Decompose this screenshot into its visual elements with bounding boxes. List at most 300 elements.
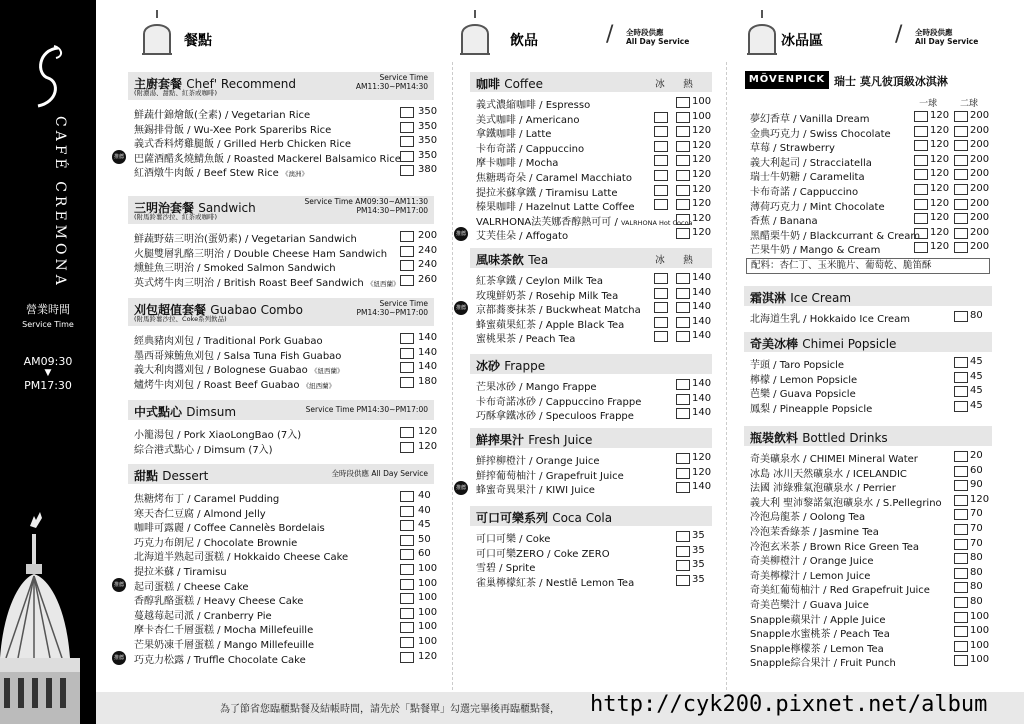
order-checkbox[interactable] bbox=[914, 111, 928, 122]
item-name bbox=[750, 154, 872, 169]
order-checkbox[interactable] bbox=[676, 199, 690, 210]
item-name-text: 黑醋栗牛奶 / Blackcurrant & Cream bbox=[750, 230, 921, 242]
order-checkbox[interactable] bbox=[400, 362, 414, 373]
order-checkbox[interactable] bbox=[954, 568, 968, 579]
menu-item bbox=[470, 559, 712, 574]
menu-item bbox=[744, 567, 992, 582]
order-checkbox[interactable] bbox=[400, 151, 414, 162]
item-name-text: 焦糖瑪奇朵 / Caramel Macchiato bbox=[476, 173, 632, 184]
item-price: 260 bbox=[418, 273, 438, 285]
order-checkbox[interactable] bbox=[914, 140, 928, 151]
section-title-zh: 奇美冰棒 bbox=[750, 337, 799, 351]
menu-item bbox=[744, 538, 992, 553]
order-checkbox[interactable] bbox=[954, 612, 968, 623]
item-name bbox=[750, 596, 869, 611]
order-checkbox[interactable] bbox=[400, 491, 414, 502]
item-price: 120 bbox=[418, 650, 438, 662]
item-name-text: Snapple綜合果汁 / Fruit Punch bbox=[750, 658, 896, 670]
menu-item bbox=[470, 378, 712, 393]
order-checkbox[interactable] bbox=[400, 348, 414, 359]
menu-item bbox=[744, 385, 992, 400]
item-name bbox=[750, 538, 919, 553]
order-checkbox[interactable] bbox=[400, 442, 414, 453]
item-price: 120 bbox=[692, 227, 712, 239]
menu-item bbox=[744, 552, 992, 567]
item-name-text: 提拉米蘇 / Tiramisu bbox=[134, 567, 227, 578]
order-checkbox[interactable] bbox=[954, 169, 968, 180]
one-scoop-head: 一球 bbox=[919, 99, 938, 109]
section-title-en: Tea bbox=[528, 253, 549, 267]
section-header bbox=[744, 286, 992, 306]
menu-item bbox=[744, 450, 992, 465]
item-price: 120 bbox=[692, 154, 712, 166]
item-price: 100 bbox=[418, 563, 438, 574]
order-checkbox[interactable] bbox=[400, 275, 414, 286]
item-name bbox=[134, 505, 266, 520]
order-checkbox[interactable] bbox=[676, 394, 690, 405]
order-checkbox[interactable] bbox=[676, 531, 690, 542]
menu-item bbox=[128, 490, 434, 505]
item-name-text: 燻鮭魚三明治 / Smoked Salmon Sandwich bbox=[134, 263, 336, 275]
scoop-column-heads bbox=[909, 96, 988, 109]
item-price: 100 bbox=[970, 625, 990, 637]
item-name-text: 芋頭 / Taro Popsicle bbox=[750, 360, 845, 371]
item-price: 70 bbox=[970, 537, 983, 549]
menu-item bbox=[113, 577, 438, 593]
order-checkbox[interactable] bbox=[676, 560, 690, 571]
order-checkbox[interactable] bbox=[400, 260, 414, 271]
hours-title: 營業時間 bbox=[26, 303, 70, 316]
order-checkbox[interactable] bbox=[954, 597, 968, 608]
order-checkbox[interactable] bbox=[914, 242, 928, 253]
order-checkbox[interactable] bbox=[954, 641, 968, 652]
order-checkbox[interactable] bbox=[954, 357, 968, 368]
order-checkbox[interactable] bbox=[676, 126, 690, 137]
item-price: 45 bbox=[970, 399, 983, 411]
item-name-text: 鮮蔬野菇三明治(蛋奶素) / Vegetarian Sandwich bbox=[134, 234, 357, 245]
order-checkbox[interactable] bbox=[400, 246, 414, 257]
menu-item bbox=[128, 135, 438, 151]
menu-item bbox=[128, 230, 438, 245]
item-price: 120 bbox=[692, 169, 712, 180]
order-checkbox[interactable] bbox=[676, 155, 690, 166]
item-name-text: Snapple蘋果汁 / Apple Juice bbox=[750, 614, 886, 626]
brand-swirl-logo bbox=[28, 44, 68, 110]
menu-item bbox=[128, 332, 438, 347]
item-name bbox=[134, 347, 341, 362]
footer-text: 為了節省您臨櫃點餐及結帳時間，請先於「點餐單」勾選完畢後再臨櫃點餐， bbox=[220, 704, 560, 715]
section-title bbox=[476, 75, 543, 92]
item-name bbox=[134, 164, 308, 179]
order-checkbox[interactable] bbox=[400, 652, 414, 663]
service-time bbox=[357, 300, 429, 317]
item-name bbox=[750, 198, 885, 213]
item-name-text: 蜜桃果茶 / Peach Tea bbox=[476, 334, 576, 346]
item-name bbox=[134, 332, 323, 347]
item-price: 35 bbox=[692, 573, 705, 585]
menu-item bbox=[470, 530, 712, 545]
ice-column-head: 冰 bbox=[655, 255, 665, 266]
order-checkbox[interactable] bbox=[954, 311, 968, 322]
item-name-text: 義大利 聖沛黎諾氣泡礦泉水 / S.Pellegrino bbox=[750, 497, 942, 509]
item-name bbox=[476, 198, 635, 213]
item-name-text: 法國 沛綠雅氣泡礦泉水 / Perrier bbox=[750, 483, 896, 495]
order-checkbox[interactable] bbox=[914, 199, 928, 210]
order-checkbox[interactable] bbox=[676, 170, 690, 181]
item-name bbox=[134, 230, 357, 245]
item-price: 80 bbox=[970, 581, 983, 593]
order-checkbox[interactable] bbox=[400, 165, 414, 176]
menu-item bbox=[744, 640, 992, 655]
order-checkbox[interactable] bbox=[954, 451, 968, 462]
order-checkbox[interactable] bbox=[676, 214, 690, 225]
order-checkbox[interactable] bbox=[654, 331, 668, 342]
item-name bbox=[476, 330, 575, 345]
item-name-text: 冷泡玄米茶 / Brown Rice Green Tea bbox=[750, 541, 919, 553]
section-note: (附濃湯、甜點、紅茶或咖啡) bbox=[134, 89, 218, 97]
gourmet-header bbox=[140, 0, 440, 64]
item-name bbox=[134, 121, 331, 136]
order-checkbox[interactable] bbox=[954, 524, 968, 535]
order-checkbox[interactable] bbox=[400, 637, 414, 648]
item-name bbox=[750, 371, 857, 386]
item-name bbox=[134, 519, 325, 534]
item-name-text: 英式烤牛肉三明治 / British Roast Beef Sandwich bbox=[134, 277, 364, 289]
item-name bbox=[476, 287, 618, 302]
item-price: 120 bbox=[930, 241, 950, 253]
order-checkbox[interactable] bbox=[954, 466, 968, 477]
order-checkbox[interactable] bbox=[676, 408, 690, 419]
item-name-text: 咖啡可露麗 / Coffee Cannelès Bordelais bbox=[134, 523, 325, 535]
item-name-text: 義大利肉醬刈包 / Bolognese Guabao bbox=[134, 365, 308, 377]
order-checkbox[interactable] bbox=[954, 228, 968, 239]
item-price: 120 bbox=[930, 110, 950, 121]
menu-item bbox=[744, 227, 992, 242]
section-title-en: Chimei Popsicle bbox=[802, 337, 897, 351]
item-origin: VALRHONA Hot Cocoa bbox=[621, 218, 693, 227]
order-checkbox[interactable] bbox=[954, 372, 968, 383]
item-name bbox=[750, 310, 910, 325]
menu-item bbox=[128, 548, 434, 563]
order-checkbox[interactable] bbox=[400, 535, 414, 546]
item-name-text: 起司蛋糕 / Cheese Cake bbox=[134, 581, 249, 593]
item-name-text: 奇美檸檬汁 / Lemon Juice bbox=[750, 570, 871, 582]
item-name-text: 芒果牛奶 / Mango & Cream bbox=[750, 245, 881, 257]
gourmet-title-en: Gourmet bbox=[216, 33, 278, 49]
menu-item bbox=[128, 120, 438, 136]
order-checkbox[interactable] bbox=[654, 126, 668, 137]
item-origin: 《紐西蘭》 bbox=[310, 367, 344, 376]
section-title-zh: 可口可樂系列 bbox=[476, 511, 549, 525]
item-name bbox=[750, 241, 880, 256]
section-header bbox=[744, 426, 992, 446]
menu-item bbox=[744, 654, 992, 669]
service-time-label: Service Time PM14:30~PM17:00 bbox=[305, 405, 428, 414]
item-price: 120 bbox=[692, 198, 712, 210]
item-name bbox=[476, 227, 568, 242]
order-checkbox[interactable] bbox=[654, 112, 668, 123]
menu-item bbox=[470, 545, 712, 560]
order-checkbox[interactable] bbox=[954, 213, 968, 224]
dome-illustration bbox=[0, 508, 96, 724]
order-checkbox[interactable] bbox=[954, 140, 968, 151]
order-checkbox[interactable] bbox=[654, 288, 668, 299]
order-checkbox[interactable] bbox=[954, 553, 968, 564]
order-checkbox[interactable] bbox=[954, 386, 968, 397]
item-name bbox=[750, 611, 886, 626]
order-checkbox[interactable] bbox=[400, 579, 414, 590]
order-checkbox[interactable] bbox=[400, 622, 414, 633]
order-checkbox[interactable] bbox=[400, 136, 414, 147]
beverage-allday-en: All Day Service bbox=[626, 37, 690, 46]
item-price: 35 bbox=[692, 530, 705, 541]
order-checkbox[interactable] bbox=[914, 169, 928, 180]
menu-item bbox=[455, 301, 712, 317]
order-checkbox[interactable] bbox=[954, 126, 968, 137]
order-checkbox[interactable] bbox=[400, 593, 414, 604]
item-name bbox=[134, 651, 306, 666]
item-name-text: 芒果冰砂 / Mango Frappe bbox=[476, 382, 597, 393]
section-header bbox=[470, 72, 712, 92]
menu-item bbox=[744, 465, 992, 480]
order-checkbox[interactable] bbox=[954, 111, 968, 122]
item-name bbox=[134, 578, 249, 593]
order-checkbox[interactable] bbox=[954, 155, 968, 166]
item-price: 140 bbox=[692, 481, 712, 493]
item-price: 120 bbox=[692, 212, 712, 224]
order-checkbox[interactable] bbox=[676, 141, 690, 152]
menu-item bbox=[128, 273, 438, 289]
item-price: 140 bbox=[692, 272, 712, 283]
item-price: 350 bbox=[418, 120, 438, 132]
order-checkbox[interactable] bbox=[954, 480, 968, 491]
order-checkbox[interactable] bbox=[954, 401, 968, 412]
section-title-en: Guabao Combo bbox=[210, 303, 303, 317]
item-price: 45 bbox=[970, 370, 983, 382]
menu-item bbox=[128, 621, 438, 637]
item-name bbox=[750, 139, 835, 154]
item-name bbox=[134, 361, 343, 376]
ice-hot-heads bbox=[646, 252, 702, 266]
order-checkbox[interactable] bbox=[654, 141, 668, 152]
order-checkbox[interactable] bbox=[914, 213, 928, 224]
menu-item bbox=[470, 96, 712, 111]
section-title bbox=[476, 357, 545, 374]
order-checkbox[interactable] bbox=[400, 506, 414, 517]
item-name bbox=[476, 272, 603, 287]
item-name bbox=[134, 106, 310, 121]
order-checkbox[interactable] bbox=[400, 564, 414, 575]
item-name bbox=[750, 654, 896, 669]
order-checkbox[interactable] bbox=[654, 199, 668, 210]
section-title-en: Coffee bbox=[504, 77, 543, 91]
section-title-zh: 風味茶飲 bbox=[476, 253, 525, 267]
dome-icon bbox=[745, 8, 779, 56]
item-name bbox=[476, 140, 584, 155]
item-name-text: 卡布奇諾 / Cappuccino bbox=[750, 187, 859, 198]
item-price: 100 bbox=[418, 621, 438, 633]
order-checkbox[interactable] bbox=[676, 97, 690, 108]
order-checkbox[interactable] bbox=[400, 427, 414, 438]
order-checkbox[interactable] bbox=[400, 333, 414, 344]
item-name bbox=[476, 574, 634, 589]
item-name-text: 冷泡茉香綠茶 / Jasmine Tea bbox=[750, 527, 879, 538]
item-name bbox=[134, 245, 387, 260]
order-checkbox[interactable] bbox=[954, 242, 968, 253]
order-checkbox[interactable] bbox=[676, 482, 690, 493]
item-price: 90 bbox=[970, 479, 983, 491]
order-checkbox[interactable] bbox=[954, 495, 968, 506]
menu-item bbox=[470, 287, 712, 302]
order-checkbox[interactable] bbox=[676, 468, 690, 479]
order-checkbox[interactable] bbox=[676, 185, 690, 196]
item-price: 120 bbox=[930, 168, 950, 180]
section-header bbox=[470, 506, 712, 526]
menu-item bbox=[744, 356, 992, 371]
order-checkbox[interactable] bbox=[400, 549, 414, 560]
order-checkbox[interactable] bbox=[676, 379, 690, 390]
menu-item bbox=[128, 440, 438, 456]
item-name-text: 冷泡烏龍茶 / Oolong Tea bbox=[750, 512, 866, 524]
item-price: 100 bbox=[970, 654, 990, 666]
order-checkbox[interactable] bbox=[954, 655, 968, 666]
order-checkbox[interactable] bbox=[676, 302, 690, 313]
section-title-zh: 咖啡 bbox=[476, 77, 501, 91]
order-checkbox[interactable] bbox=[400, 377, 414, 388]
item-price: 350 bbox=[418, 106, 438, 117]
menu-item bbox=[470, 407, 712, 422]
item-price: 200 bbox=[970, 212, 990, 224]
order-checkbox[interactable] bbox=[676, 288, 690, 299]
order-checkbox[interactable] bbox=[914, 184, 928, 195]
section-title-zh: 冰砂 bbox=[476, 359, 501, 373]
item-price: 200 bbox=[418, 230, 438, 241]
item-name-text: 巧克力布朗尼 / Chocolate Brownie bbox=[134, 537, 298, 549]
order-checkbox[interactable] bbox=[400, 231, 414, 242]
section-title bbox=[750, 335, 896, 352]
item-name bbox=[134, 592, 303, 607]
menu-item bbox=[744, 212, 992, 227]
item-name-text: 薄荷巧克力 / Mint Chocolate bbox=[750, 201, 885, 213]
item-name-text: 摩卡杏仁千層蛋糕 / Mocha Millefeuille bbox=[134, 625, 314, 637]
order-checkbox[interactable] bbox=[400, 107, 414, 118]
section-title-en: Sandwich bbox=[198, 201, 256, 215]
order-checkbox[interactable] bbox=[676, 546, 690, 557]
item-name-text: 草莓 / Strawberry bbox=[750, 143, 835, 155]
item-name-text: 義大利起司 / Stracciatella bbox=[750, 157, 872, 169]
item-name bbox=[750, 227, 920, 242]
item-name-text: 小籠湯包 / Pork XiaoLongBao (7入) bbox=[134, 430, 302, 441]
order-checkbox[interactable] bbox=[676, 453, 690, 464]
item-price: 100 bbox=[970, 610, 990, 622]
item-name-text: 奇美柳橙汁 / Orange Juice bbox=[750, 556, 874, 568]
service-time-label: 全時段供應 All Day Service bbox=[331, 469, 428, 478]
item-name bbox=[750, 168, 865, 183]
item-name-text: 雀巢檸檬紅茶 / Nestlē Lemon Tea bbox=[476, 577, 635, 589]
service-time-range: PM14:30~PM17:00 bbox=[356, 307, 428, 317]
item-name-text: 紅茶拿鐵 / Ceylon Milk Tea bbox=[476, 276, 604, 287]
section-title-zh: 主廚套餐 bbox=[134, 77, 183, 91]
order-checkbox[interactable] bbox=[676, 317, 690, 328]
ingredients-note: 配料：杏仁丁、玉米脆片、葡萄乾、脆笛酥 bbox=[746, 258, 990, 274]
item-name-text: 奇美礦泉水 / CHIMEI Mineral Water bbox=[750, 454, 918, 465]
menu-item bbox=[744, 154, 992, 169]
item-price: 100 bbox=[418, 592, 438, 604]
item-price: 140 bbox=[418, 332, 438, 343]
order-checkbox[interactable] bbox=[954, 582, 968, 593]
order-checkbox[interactable] bbox=[914, 126, 928, 137]
section-header bbox=[470, 354, 712, 374]
section-title-zh: 刈包超值套餐 bbox=[134, 303, 207, 317]
menu-item bbox=[744, 168, 992, 183]
section-title bbox=[134, 467, 208, 484]
order-checkbox[interactable] bbox=[654, 317, 668, 328]
item-name bbox=[750, 183, 858, 198]
order-checkbox[interactable] bbox=[914, 155, 928, 166]
item-name-text: 可口可樂ZERO / Coke ZERO bbox=[476, 548, 610, 560]
order-checkbox[interactable] bbox=[400, 122, 414, 133]
order-checkbox[interactable] bbox=[676, 112, 690, 123]
item-price: 140 bbox=[692, 330, 712, 342]
menu-item bbox=[128, 164, 438, 180]
order-checkbox[interactable] bbox=[400, 520, 414, 531]
item-price: 350 bbox=[418, 135, 438, 147]
item-price: 240 bbox=[418, 244, 438, 256]
item-name-text: 香醇乳酪蛋糕 / Heavy Cheese Cake bbox=[134, 596, 304, 608]
section-note: (附馬鈴薯沙拉、紅茶或咖啡) bbox=[134, 213, 218, 221]
menu-item bbox=[744, 139, 992, 154]
item-price: 80 bbox=[970, 310, 983, 321]
item-price: 80 bbox=[970, 566, 983, 578]
item-name bbox=[750, 400, 872, 415]
item-name bbox=[134, 426, 301, 441]
order-checkbox[interactable] bbox=[676, 273, 690, 284]
menu-item bbox=[470, 111, 712, 126]
order-checkbox[interactable] bbox=[400, 608, 414, 619]
item-origin: 《澳洲》 bbox=[281, 170, 308, 179]
item-price: 120 bbox=[692, 125, 712, 137]
order-checkbox[interactable] bbox=[954, 184, 968, 195]
order-checkbox[interactable] bbox=[914, 228, 928, 239]
order-checkbox[interactable] bbox=[954, 199, 968, 210]
order-checkbox[interactable] bbox=[954, 509, 968, 520]
item-name bbox=[476, 184, 617, 199]
section-header bbox=[744, 332, 992, 352]
order-checkbox[interactable] bbox=[954, 539, 968, 550]
order-checkbox[interactable] bbox=[654, 302, 668, 313]
order-checkbox[interactable] bbox=[676, 575, 690, 586]
order-checkbox[interactable] bbox=[654, 155, 668, 166]
order-checkbox[interactable] bbox=[954, 626, 968, 637]
item-name-text: 義式香料烤雞腿飯 / Grilled Herb Chicken Rice bbox=[134, 139, 351, 151]
item-name bbox=[476, 481, 595, 496]
order-checkbox[interactable] bbox=[676, 331, 690, 342]
order-checkbox[interactable] bbox=[654, 273, 668, 284]
item-price: 140 bbox=[692, 392, 712, 404]
order-checkbox[interactable] bbox=[654, 185, 668, 196]
menu-item bbox=[128, 563, 438, 578]
menu-item bbox=[744, 198, 992, 213]
item-name-text: 可口可樂 / Coke bbox=[476, 534, 551, 545]
menu-item bbox=[744, 183, 992, 198]
item-name bbox=[750, 212, 818, 227]
order-checkbox[interactable] bbox=[654, 170, 668, 181]
hot-column-head: 熱 bbox=[683, 79, 693, 90]
order-checkbox[interactable] bbox=[676, 228, 690, 239]
item-price: 120 bbox=[930, 183, 950, 194]
item-name-text: 瑞士牛奶糖 / Caramelita bbox=[750, 172, 865, 184]
recommend-badge-icon: 推薦 bbox=[454, 227, 468, 241]
